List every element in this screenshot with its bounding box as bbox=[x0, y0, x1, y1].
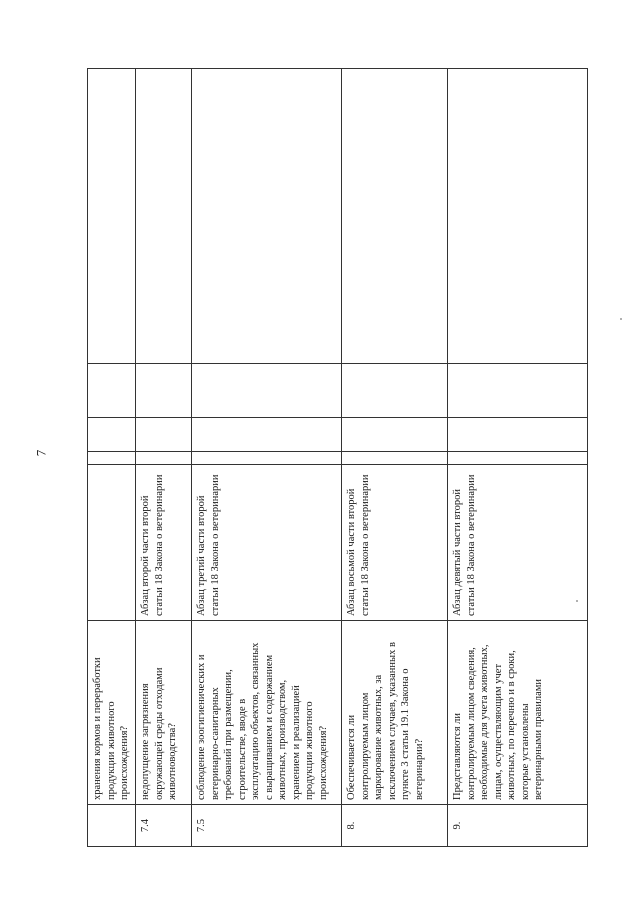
scan-speck bbox=[576, 600, 578, 602]
note-cell bbox=[448, 69, 588, 364]
answer-na-cell bbox=[448, 364, 588, 418]
scan-speck bbox=[620, 318, 622, 320]
row-number: 7.5 bbox=[192, 805, 342, 847]
row-number: 9. bbox=[448, 805, 588, 847]
answer-no-cell bbox=[342, 418, 448, 452]
note-cell bbox=[342, 69, 448, 364]
rotated-table-wrapper bbox=[87, 69, 587, 847]
question-cell: соблюдение зоогигиенических и ветеринарно-санитарных требований при размещении, строительстве, вводе в эксплуатацию объектов, связанных с выращиванием и содержанием животных, производством, хранением и реализацией продукции животного происхождения? bbox=[192, 621, 342, 805]
answer-yes-cell bbox=[88, 452, 136, 465]
answer-no-cell bbox=[136, 418, 192, 452]
answer-na-cell bbox=[192, 364, 342, 418]
question-cell: недопущение загрязнения окружающей среды отходами животноводства? bbox=[136, 621, 192, 805]
table-row bbox=[448, 69, 588, 847]
answer-yes-cell bbox=[192, 452, 342, 465]
note-cell bbox=[136, 69, 192, 364]
answer-no-cell bbox=[448, 418, 588, 452]
answer-na-cell bbox=[136, 364, 192, 418]
note-cell bbox=[192, 69, 342, 364]
law-reference-cell: Абзац второй части второй статьи 18 Закона о ветеринарии bbox=[136, 465, 192, 621]
answer-na-cell bbox=[88, 364, 136, 418]
answer-no-cell bbox=[88, 418, 136, 452]
table-row bbox=[136, 69, 192, 847]
answer-na-cell bbox=[342, 364, 448, 418]
question-cell: Представляются ли контролируемым лицом сведения, необходимые для учета животных, лицам, осуществляющим учет животных, по перечню и в сроки, которые установлены ветеринарными правилами bbox=[448, 621, 588, 805]
law-reference-cell: Абзац восьмой части второй статьи 18 Закона о ветеринарии bbox=[342, 465, 448, 621]
law-reference-cell bbox=[88, 465, 136, 621]
page-number: 7 bbox=[33, 449, 49, 457]
row-number: 7.4 bbox=[136, 805, 192, 847]
question-cell: Обеспечивается ли контролируемым лицом маркирование животных, за исключением случаев, указанных в пункте 3 статьи 19.1 Закона о ветеринарии? bbox=[342, 621, 448, 805]
law-reference-cell: Абзац девятый части второй статьи 18 Закона о ветеринарии bbox=[448, 465, 588, 621]
question-cell: хранения кормов и переработки продукции животного происхождения? bbox=[88, 621, 136, 805]
answer-no-cell bbox=[192, 418, 342, 452]
answer-yes-cell bbox=[342, 452, 448, 465]
checklist-table bbox=[87, 68, 588, 847]
table-row bbox=[192, 69, 342, 847]
table-row bbox=[342, 69, 448, 847]
row-number bbox=[88, 805, 136, 847]
table-row bbox=[88, 69, 136, 847]
note-cell bbox=[88, 69, 136, 364]
answer-yes-cell bbox=[448, 452, 588, 465]
answer-yes-cell bbox=[136, 452, 192, 465]
law-reference-cell: Абзац третий части второй статьи 18 Закона о ветеринарии bbox=[192, 465, 342, 621]
row-number: 8. bbox=[342, 805, 448, 847]
